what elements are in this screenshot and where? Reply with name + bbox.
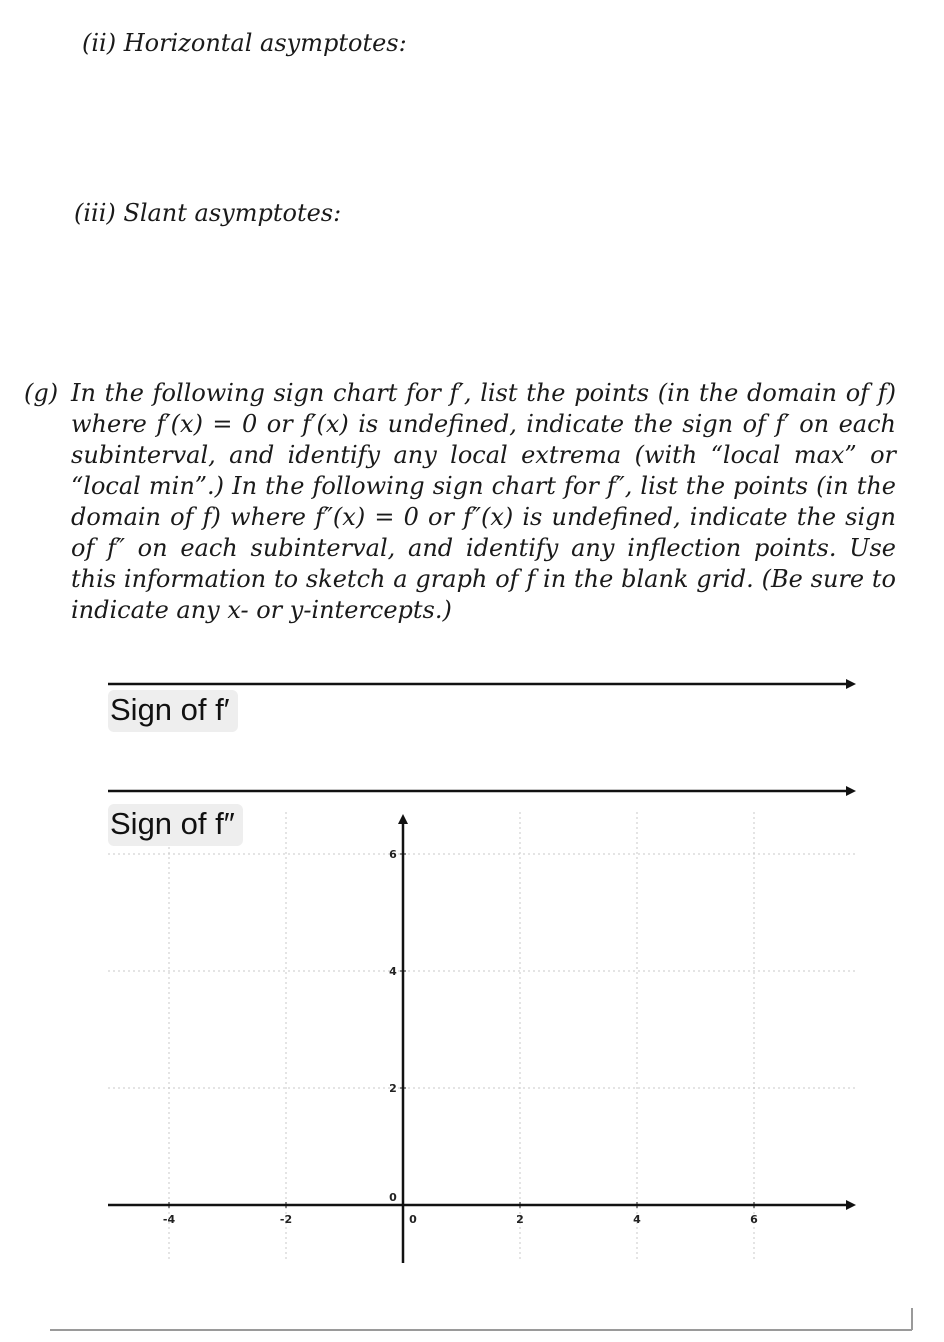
x-tick-label: 6	[750, 1213, 758, 1226]
x-tick-label: -2	[279, 1213, 293, 1226]
sign-of-f-prime-label: Sign of f′	[108, 690, 238, 732]
x-tick-label: -4	[162, 1213, 176, 1226]
y-tick-label: 0	[389, 1191, 397, 1204]
y-axis-arrowhead	[398, 814, 408, 824]
sign-of-f-double-prime-label: Sign of f″	[108, 804, 243, 846]
f-prime-arrowhead	[846, 679, 856, 689]
x-tick-label: 0	[409, 1213, 417, 1226]
y-tick-label: 2	[389, 1082, 397, 1095]
x-tick-label: 2	[516, 1213, 524, 1226]
y-tick-label: 6	[389, 848, 397, 861]
x-tick-label: 4	[633, 1213, 641, 1226]
x-axis-arrowhead	[846, 1200, 856, 1210]
question-ii-horizontal-asymptotes: (ii) Horizontal asymptotes:	[82, 29, 407, 57]
graph-grid	[108, 812, 858, 1262]
question-iii-slant-asymptotes: (iii) Slant asymptotes:	[74, 199, 342, 227]
question-g-instructions: In the following sign chart for f′, list the points (in the domain of f) where f′(x) = 0 or f′(x) is undefined, indicate the sign of f′ on each subinterval, and identify any local extrema (with “local max” or “local min”.) In the following sign chart for f″, list the points (in the domain of f) where f″(x) = 0 or f″(x) is undefined, indicate the sign of f″ on each subinterval, and identify any inflection points. Use this information to sketch a graph of f in the blank grid. (Be sure to indicate any x- or y-intercepts.)	[71, 379, 896, 624]
f-double-prime-arrowhead	[846, 786, 856, 796]
y-tick-label: 4	[389, 965, 397, 978]
question-g-label: (g)	[24, 379, 59, 407]
